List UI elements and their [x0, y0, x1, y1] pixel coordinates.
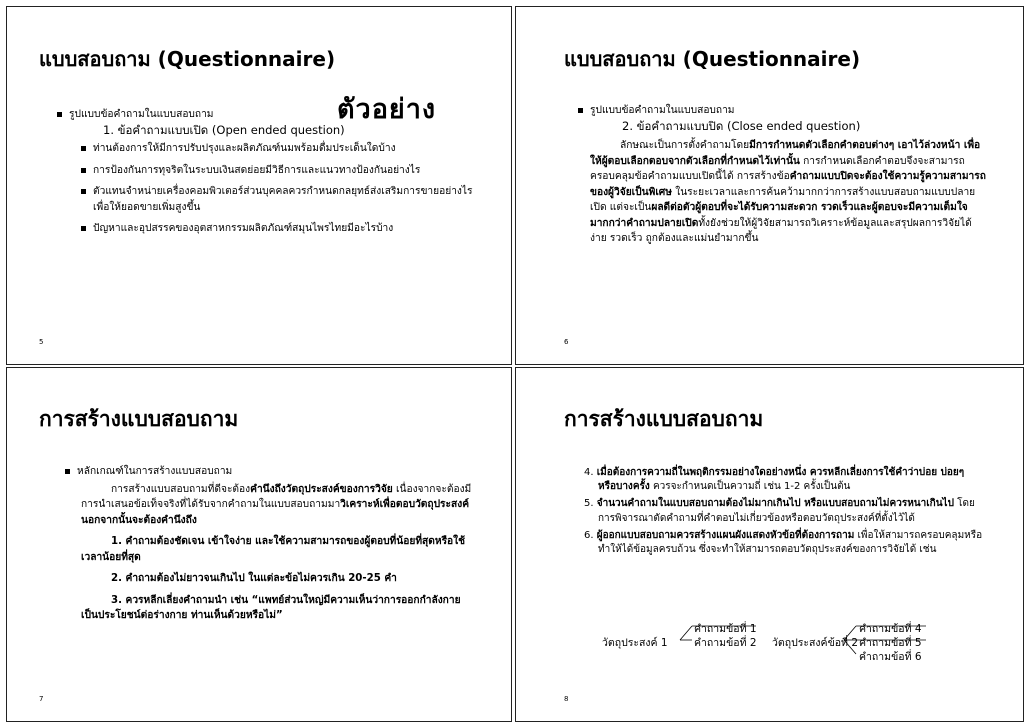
- objective-diagram: [546, 618, 986, 678]
- slide-7: [6, 367, 512, 722]
- slide-body: [55, 107, 475, 237]
- question-6-label: คำถามข้อที่ 6: [859, 651, 922, 663]
- list-item: การป้องกันการทุจริตในระบบเงินสดย่อยมีวิธีการและแนวทางป้องกันอย่างไร: [79, 163, 475, 179]
- list-item: ตัวแทนจำหน่ายเครื่องคอมพิวเตอร์ส่วนบุคคลควรกำหนดกลยุทธ์ส่งเสริมการขายอย่างไรเพื่อให้ยอดขายเพิ่มสูงขึ้น: [79, 184, 475, 215]
- page-number: 5: [39, 338, 44, 346]
- rule-item: 1. คำถามต้องชัดเจน เข้าใจง่าย และใช้ความสามารถของผู้ตอบที่น้อยที่สุดหรือใช้เวลาน้อยที่สุด: [81, 536, 466, 563]
- intro-paragraph: การสร้างแบบสอบถามที่ดีจะต้องคำนึงถึงวัตถุประสงค์ของการวิจัย เนื่องจากจะต้องมีการนำเสนอข้อเท็จจริงที่ได้รับจากคำถามในแบบสอบถามมาวิเคราะห์เพื่อตอบวัตถุประสงค์ นอกจากนั้นจะต้องคำนึงถึง: [81, 483, 472, 526]
- question-2-label: คำถามข้อที่ 2: [694, 637, 757, 649]
- lead-text: รูปแบบข้อคำถามในแบบสอบถาม: [576, 103, 986, 119]
- slide-title: แบบสอบถาม (Questionnaire): [564, 47, 861, 71]
- objective-2-label: วัตถุประสงค์ข้อที่ 2: [772, 637, 858, 649]
- sub-heading: 2. ข้อคำถามแบบปิด (Close ended question): [622, 118, 861, 133]
- slide-body: [63, 464, 473, 624]
- slide-6: [515, 6, 1024, 365]
- list-item: ท่านต้องการให้มีการปรับปรุงและผลิตภัณฑ์นมพร้อมดื่มประเด็นใดบ้าง: [79, 141, 475, 157]
- page-number: 8: [564, 695, 569, 703]
- point-4: 4. เมื่อต้องการความถี่ในพฤติกรรมอย่างใดอย่างหนึ่ง ควรหลีกเลี่ยงการใช้คำว่าบ่อย บ่อยๆ หรือบางครั้ง ควรจะกำหนดเป็นความถี่ เช่น 1-2 ครั้งเป็นต้น: [584, 467, 965, 493]
- sample-label: ตัวอย่าง: [337, 94, 437, 125]
- rule-item: 2. คำถามต้องไม่ยาวจนเกินไป ในแต่ละข้อไม่ควรเกิน 20-25 คำ: [111, 573, 397, 584]
- slide-body: [576, 103, 986, 247]
- page-number: 7: [39, 695, 44, 703]
- slide-5: [6, 6, 512, 365]
- question-1-label: คำถามข้อที่ 1: [694, 623, 757, 635]
- rule-item: 3. ควรหลีกเลี่ยงคำถามนำ เช่น “แพทย์ส่วนใหญ่มีความเห็นว่าการออกกำลังกายเป็นประโยชน์ต่อร่างกาย ท่านเห็นด้วยหรือไม่”: [81, 594, 461, 621]
- point-6: 6. ผู้ออกแบบสอบถามควรสร้างแผนผังแสดงหัวข้อที่ต้องการถาม เพื่อให้สามารถครอบคลุมหรือทำให้ได้ข้อมูลครบถ้วน ซึ่งจะทำให้สามารถตอบวัตถุประสงค์ของการวิจัยได้ เช่น: [584, 529, 983, 556]
- slide-body: [584, 466, 984, 557]
- lead-text: หลักเกณฑ์ในการสร้างแบบสอบถาม: [63, 464, 473, 480]
- objective-1-label: วัตถุประสงค์ 1: [602, 637, 668, 649]
- sub-heading: 1. ข้อคำถามแบบเปิด (Open ended question): [103, 122, 345, 137]
- point-5: 5. จำนวนคำถามในแบบสอบถามต้องไม่มากเกินไป หรือแบบสอบถามไม่ควรหนาเกินไป โดยการพิจารณาตัดคำถามที่คำตอบไม่เกี่ยวข้องหรือตอบวัตถุประสงค์ที่ตั้งไว้ได้: [584, 498, 975, 524]
- slide-title: แบบสอบถาม (Questionnaire): [39, 47, 336, 71]
- slide-8: [515, 367, 1024, 722]
- lead-text: รูปแบบข้อคำถามในแบบสอบถาม: [55, 107, 475, 123]
- slide-title: การสร้างแบบสอบถาม: [564, 407, 764, 431]
- list-item: ปัญหาและอุปสรรคของอุตสาหกรรมผลิตภัณฑ์สมุนไพรไทยมีอะไรบ้าง: [79, 221, 475, 237]
- question-4-label: คำถามข้อที่ 4: [859, 623, 922, 635]
- page-number: 6: [564, 338, 569, 346]
- paragraph: ลักษณะเป็นการตั้งคำถามโดยมีการกำหนดตัวเลือกคำตอบต่างๆ เอาไว้ล่วงหน้า เพื่อให้ผู้ตอบเลือกตอบจากตัวเลือกที่กำหนดไว้เท่านั้น การกำหนดเลือกคำตอบจึงจะสามารถครอบคลุมข้อคำถามแบบเปิดนี้ได้ การสร้างข้อคำถามแบบปิดจะต้องใช้ความรู้ความสามารถของผู้วิจัยเป็นพิเศษ ในระยะเวลาและการค้นคว้ามากกว่าการสร้างแบบสอบถามแบบปลายเปิด แต่จะเป็นผลดีต่อตัวผู้ตอบที่จะได้รับความสะดวก รวดเร็วและผู้ตอบจะมีความเต็มใจมากกว่าคำถามปลายเปิดทั้งยังช่วยให้ผู้วิจัยสามารถวิเคราะห์ข้อมูลและสรุปผลการวิจัยได้ง่าย รวดเร็ว ถูกต้องและแม่นยำมากขึ้น: [590, 140, 986, 244]
- slide-title: การสร้างแบบสอบถาม: [39, 407, 239, 431]
- question-5-label: คำถามข้อที่ 5: [859, 637, 922, 649]
